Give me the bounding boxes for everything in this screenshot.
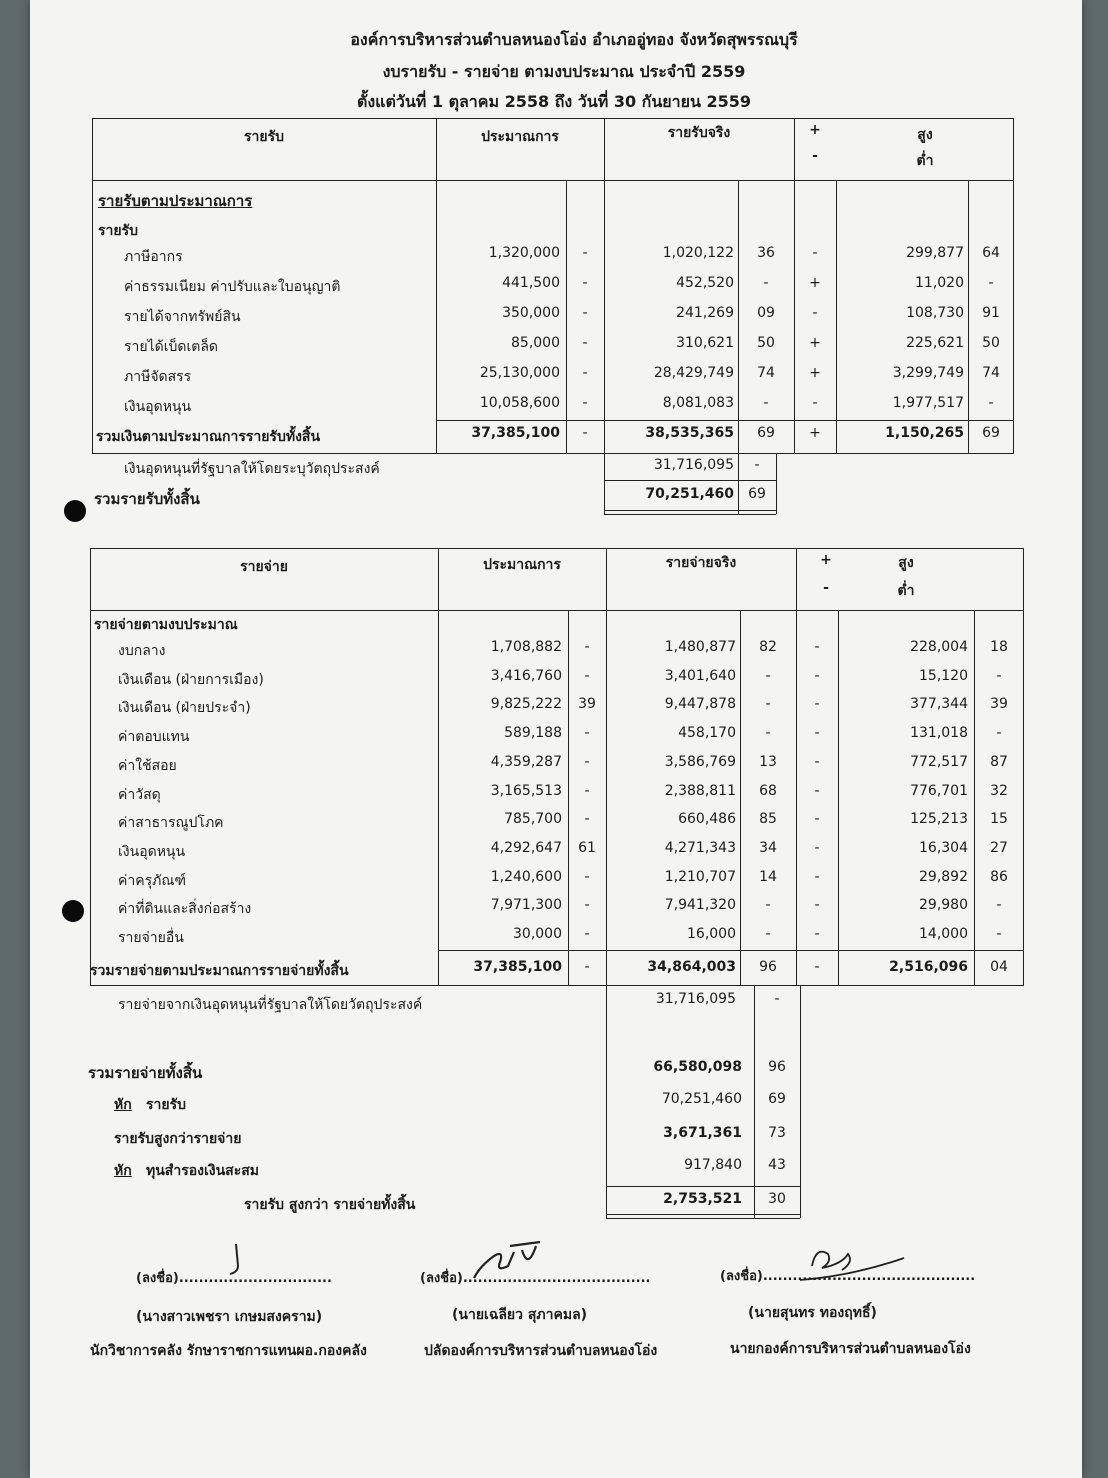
summary-surplus-label: รายรับสูงกว่ารายจ่าย — [114, 1131, 242, 1147]
income-row-estimate: 85,000 — [511, 335, 560, 351]
income-grant-act: 31,716,095 — [653, 457, 734, 473]
expense-row-label: ค่าวัสดุ — [118, 786, 161, 803]
hole-punch-top — [64, 500, 86, 522]
income-row-sign: + — [809, 275, 821, 291]
income-row-estimate: 10,058,600 — [479, 395, 560, 411]
income-row-sign: - — [812, 245, 818, 261]
expense-row-actual-satang: 13 — [759, 753, 777, 770]
income-row-difference: 225,621 — [906, 335, 964, 351]
summary-surplus-s: 73 — [768, 1125, 786, 1141]
expense-row-actual: 2,388,811 — [664, 782, 736, 799]
expense-row-actual: 458,170 — [678, 725, 736, 742]
expense-row-difference: 776,701 — [910, 782, 968, 799]
income-grant-act-s: - — [754, 457, 760, 473]
expense-total-diff: 2,516,096 — [889, 959, 968, 975]
report-period: ตั้งแต่วันที่ 1 ตุลาคม 2558 ถึง วันที่ 30 กันยายน 2559 — [356, 92, 752, 111]
expense-col-estimate: ประมาณการ — [483, 557, 561, 573]
income-total-label: รวมเงินตามประมาณการรายรับทั้งสิ้น — [96, 429, 321, 445]
summary-less-word-2: หัก — [114, 1163, 132, 1179]
summary-final-val: 2,753,521 — [663, 1191, 742, 1207]
income-row-actual: 8,081,083 — [662, 395, 734, 411]
income-row-difference-satang: 91 — [982, 305, 1000, 321]
income-row-difference-satang: 74 — [982, 365, 1000, 381]
income-row-estimate-satang: - — [582, 395, 588, 411]
income-row-estimate: 350,000 — [502, 305, 560, 321]
report-title: งบรายรับ - รายจ่าย ตามงบประมาณ ประจำปี 2559 — [382, 62, 746, 81]
expense-row-estimate: 30,000 — [513, 926, 562, 942]
expense-row-label: รายจ่ายอื่น — [118, 930, 184, 946]
signature-1-line: (ลงชื่อ)............................... — [136, 1271, 332, 1286]
expense-grant-label: รายจ่ายจากเงินอุดหนุนที่รัฐบาลให้โดยวัตถุประสงค์ — [118, 997, 423, 1013]
expense-row-label: ค่าครุภัณฑ์ — [118, 872, 186, 889]
expense-row-sign: - — [814, 897, 820, 914]
income-row-label: ภาษีจัดสรร — [124, 369, 192, 385]
income-row-actual-satang: 36 — [757, 245, 775, 261]
expense-section-title: รายจ่ายตามงบประมาณ — [94, 617, 238, 633]
summary-less-income-s: 69 — [768, 1091, 786, 1107]
income-row-label: รายได้เบ็ดเตล็ด — [124, 339, 219, 355]
expense-total-est: 37,385,100 — [473, 959, 562, 975]
income-row-estimate-satang: - — [582, 365, 588, 381]
expense-row-label: ค่าใช้สอย — [118, 757, 177, 774]
expense-row-difference: 131,018 — [910, 725, 968, 742]
summary-less-reserve-val: 917,840 — [684, 1157, 742, 1173]
expense-col-item: รายจ่าย — [240, 559, 288, 575]
expense-row-sign: - — [814, 696, 820, 713]
summary-less-income-val: 70,251,460 — [661, 1091, 742, 1107]
income-row-label: ค่าธรรมเนียม ค่าปรับและใบอนุญาติ — [124, 279, 341, 295]
expense-row-actual: 9,447,878 — [664, 696, 736, 713]
expense-row-estimate-satang: - — [584, 897, 590, 914]
expense-row-label: ค่าที่ดินและสิ่งก่อสร้าง — [118, 901, 252, 918]
income-row-difference-satang: - — [988, 395, 994, 411]
income-row-difference: 108,730 — [906, 305, 964, 321]
signature-3-line: (ลงชื่อ)........................................... — [720, 1269, 976, 1284]
expense-row-estimate-satang: 39 — [578, 696, 596, 713]
expense-row-difference-satang: - — [996, 926, 1002, 942]
income-col-high: สูง — [917, 127, 933, 143]
income-total-diff: 1,150,265 — [885, 425, 964, 441]
income-row-sign: + — [809, 335, 821, 351]
expense-row-actual-satang: - — [765, 667, 771, 684]
expense-row-estimate-satang: - — [584, 868, 590, 885]
expense-row-actual: 3,586,769 — [664, 753, 736, 770]
income-row-actual-satang: 74 — [757, 365, 775, 381]
expense-row-difference-satang: - — [996, 725, 1002, 742]
income-row-sign: - — [812, 305, 818, 321]
expense-col-minus: - — [823, 580, 829, 596]
income-row-difference: 1,977,517 — [892, 395, 964, 411]
income-row-sign: + — [809, 365, 821, 381]
summary-less-income-label: รายรับ — [146, 1097, 186, 1113]
income-col-plus: + — [809, 122, 821, 138]
income-grand-label: รวมรายรับทั้งสิ้น — [94, 490, 200, 508]
income-total-act-s: 69 — [757, 425, 775, 441]
expense-row-actual: 3,401,640 — [664, 667, 736, 684]
signature-1-position: นักวิชาการคลัง รักษาราชการแทนผอ.กองคลัง — [90, 1343, 367, 1359]
expense-row-estimate: 3,165,513 — [490, 782, 562, 799]
expense-row-estimate-satang: - — [584, 811, 590, 828]
income-row-actual: 452,520 — [676, 275, 734, 291]
expense-row-estimate: 785,700 — [504, 811, 562, 828]
signature-2-line: (ลงชื่อ)...................................... — [420, 1271, 651, 1286]
income-row-actual: 241,269 — [676, 305, 734, 321]
income-row-label: เงินอุดหนุน — [124, 399, 192, 415]
expense-row-estimate: 3,416,760 — [490, 667, 562, 684]
summary-final-label: รายรับ สูงกว่า รายจ่ายทั้งสิ้น — [244, 1197, 416, 1213]
income-row-sign: - — [812, 395, 818, 411]
expense-grant-act-s: - — [774, 991, 780, 1007]
expense-grant-act: 31,716,095 — [655, 991, 736, 1007]
expense-row-estimate: 9,825,222 — [490, 696, 562, 713]
income-col-estimate: ประมาณการ — [481, 129, 559, 145]
expense-row-sign: - — [814, 839, 820, 856]
signature-3-position: นายกองค์การบริหารส่วนตำบลหนองโอ่ง — [730, 1341, 971, 1357]
expense-row-estimate-satang: - — [584, 782, 590, 799]
expense-row-difference: 377,344 — [910, 696, 968, 713]
summary-less-word-1: หัก — [114, 1097, 132, 1113]
expense-col-actual: รายจ่ายจริง — [665, 555, 737, 571]
expense-row-actual-satang: - — [765, 696, 771, 713]
expense-row-sign: - — [814, 782, 820, 799]
expense-row-actual-satang: - — [765, 897, 771, 914]
income-grand-act-s: 69 — [748, 486, 766, 502]
income-col-actual: รายรับจริง — [667, 125, 731, 141]
expense-row-estimate-satang: - — [584, 639, 590, 655]
income-section-title: รายรับตามประมาณการ — [98, 192, 253, 210]
income-total-sign: + — [809, 425, 821, 441]
summary-grand-label: รวมรายจ่ายทั้งสิ้น — [88, 1064, 203, 1082]
expense-row-estimate-satang: 61 — [578, 839, 596, 856]
income-row-estimate: 25,130,000 — [479, 365, 560, 381]
expense-row-actual-satang: 14 — [759, 868, 777, 885]
income-sub-title: รายรับ — [98, 223, 138, 239]
expense-row-actual: 16,000 — [687, 926, 736, 942]
income-row-difference-satang: - — [988, 275, 994, 291]
expense-total-label: รวมรายจ่ายตามประมาณการรายจ่ายทั้งสิ้น — [90, 963, 349, 979]
expense-row-sign: - — [814, 667, 820, 684]
income-row-difference: 11,020 — [915, 275, 964, 291]
expense-row-difference-satang: 15 — [990, 811, 1008, 828]
income-col-minus: - — [812, 148, 818, 164]
income-total-act: 38,535,365 — [645, 425, 734, 441]
expense-row-sign: - — [814, 868, 820, 885]
income-row-estimate-satang: - — [582, 245, 588, 261]
income-row-estimate-satang: - — [582, 305, 588, 321]
income-row-actual: 28,429,749 — [653, 365, 734, 381]
expense-row-actual: 7,941,320 — [664, 897, 736, 914]
expense-row-difference-satang: 39 — [990, 696, 1008, 713]
expense-total-act: 34,864,003 — [647, 959, 736, 975]
expense-row-difference-satang: 18 — [990, 639, 1008, 655]
expense-row-actual: 1,480,877 — [664, 639, 736, 655]
expense-row-actual: 660,486 — [678, 811, 736, 828]
hole-punch-bottom — [62, 900, 84, 922]
expense-row-actual-satang: 82 — [759, 639, 777, 655]
expense-row-estimate: 4,292,647 — [490, 839, 562, 856]
signature-1-name: (นางสาวเพชรา เกษมสงคราม) — [136, 1309, 323, 1325]
signature-3-name: (นายสุนทร ทองฤทธิ์) — [748, 1305, 877, 1321]
expense-row-label: ค่าตอบแทน — [118, 729, 190, 746]
income-grand-act: 70,251,460 — [645, 486, 734, 502]
summary-less-reserve-s: 43 — [768, 1157, 786, 1173]
expense-row-difference: 14,000 — [919, 926, 968, 942]
summary-surplus-val: 3,671,361 — [663, 1125, 742, 1141]
expense-row-difference-satang: 87 — [990, 753, 1008, 770]
income-row-actual-satang: - — [763, 395, 769, 411]
expense-row-label: งบกลาง — [118, 643, 166, 659]
expense-row-sign: - — [814, 811, 820, 828]
expense-row-difference-satang: - — [996, 897, 1002, 914]
expense-row-sign: - — [814, 639, 820, 655]
expense-row-actual-satang: - — [765, 725, 771, 742]
expense-row-difference: 125,213 — [910, 811, 968, 828]
expense-row-sign: - — [814, 926, 820, 942]
summary-final-s: 30 — [768, 1191, 786, 1207]
income-total-diff-s: 69 — [982, 425, 1000, 441]
expense-total-est-s: - — [584, 959, 590, 975]
expense-col-high: สูง — [898, 555, 914, 571]
income-total-est: 37,385,100 — [471, 425, 560, 441]
income-row-label: รายได้จากทรัพย์สิน — [124, 309, 241, 325]
expense-row-actual: 1,210,707 — [664, 868, 736, 885]
expense-row-difference: 29,892 — [919, 868, 968, 885]
expense-row-difference-satang: 32 — [990, 782, 1008, 799]
expense-row-actual-satang: 34 — [759, 839, 777, 856]
expense-row-difference-satang: 86 — [990, 868, 1008, 885]
expense-col-low: ต่ำ — [897, 583, 915, 599]
income-row-estimate: 1,320,000 — [488, 245, 560, 261]
expense-row-estimate: 7,971,300 — [490, 897, 562, 914]
expense-row-sign: - — [814, 753, 820, 770]
expense-row-difference: 29,980 — [919, 897, 968, 914]
income-row-actual: 310,621 — [676, 335, 734, 351]
expense-row-estimate-satang: - — [584, 926, 590, 942]
income-row-difference: 299,877 — [906, 245, 964, 261]
income-row-actual-satang: 50 — [757, 335, 775, 351]
income-row-actual: 1,020,122 — [662, 245, 734, 261]
expense-total-act-s: 96 — [759, 959, 777, 975]
expense-row-estimate: 4,359,287 — [490, 753, 562, 770]
income-row-estimate-satang: - — [582, 335, 588, 351]
summary-grand-val: 66,580,098 — [653, 1059, 742, 1075]
income-row-actual-satang: - — [763, 275, 769, 291]
expense-row-estimate: 1,708,882 — [490, 639, 562, 655]
expense-row-label: เงินอุดหนุน — [118, 843, 186, 860]
expense-row-difference: 228,004 — [910, 639, 968, 655]
expense-row-estimate-satang: - — [584, 753, 590, 770]
signature-2-name: (นายเฉลียว สุภาคมล) — [452, 1307, 588, 1323]
expense-total-sign: - — [814, 959, 820, 975]
income-row-difference-satang: 64 — [982, 245, 1000, 261]
expense-row-sign: - — [814, 725, 820, 742]
income-col-low: ต่ำ — [916, 153, 934, 169]
expense-row-actual-satang: - — [765, 926, 771, 942]
expense-row-difference-satang: 27 — [990, 839, 1008, 856]
income-row-estimate-satang: - — [582, 275, 588, 291]
signature-2-position: ปลัดองค์การบริหารส่วนตำบลหนองโอ่ง — [424, 1343, 658, 1359]
expense-row-label: เงินเดือน (ฝ่ายการเมือง) — [118, 671, 264, 688]
expense-total-diff-s: 04 — [990, 959, 1008, 975]
expense-col-plus: + — [820, 552, 832, 568]
summary-grand-s: 96 — [768, 1059, 786, 1075]
expense-row-actual-satang: 85 — [759, 811, 777, 828]
expense-row-actual-satang: 68 — [759, 782, 777, 799]
income-row-actual-satang: 09 — [757, 305, 775, 321]
income-col-item: รายรับ — [244, 129, 284, 145]
expense-row-label: ค่าสาธารณูปโภค — [118, 815, 224, 832]
expense-row-difference: 16,304 — [919, 839, 968, 856]
org-title: องค์การบริหารส่วนตำบลหนองโอ่ง อำเภออู่ทอง จังหวัดสุพรรณบุรี — [350, 30, 798, 49]
expense-row-difference: 15,120 — [919, 667, 968, 684]
income-grant-label: เงินอุดหนุนที่รัฐบาลให้โดยระบุวัตถุประสงค์ — [124, 461, 380, 477]
expense-row-difference: 772,517 — [910, 753, 968, 770]
expense-row-estimate: 589,188 — [504, 725, 562, 742]
income-row-difference-satang: 50 — [982, 335, 1000, 351]
income-row-difference: 3,299,749 — [892, 365, 964, 381]
expense-row-difference-satang: - — [996, 667, 1002, 684]
expense-row-estimate: 1,240,600 — [490, 868, 562, 885]
expense-row-actual: 4,271,343 — [664, 839, 736, 856]
summary-less-reserve-label: ทุนสำรองเงินสะสม — [146, 1163, 259, 1179]
expense-row-estimate-satang: - — [584, 667, 590, 684]
income-total-est-s: - — [582, 425, 588, 441]
expense-row-label: เงินเดือน (ฝ่ายประจำ) — [118, 700, 251, 717]
expense-row-estimate-satang: - — [584, 725, 590, 742]
income-row-estimate: 441,500 — [502, 275, 560, 291]
income-row-label: ภาษีอากร — [124, 249, 183, 265]
